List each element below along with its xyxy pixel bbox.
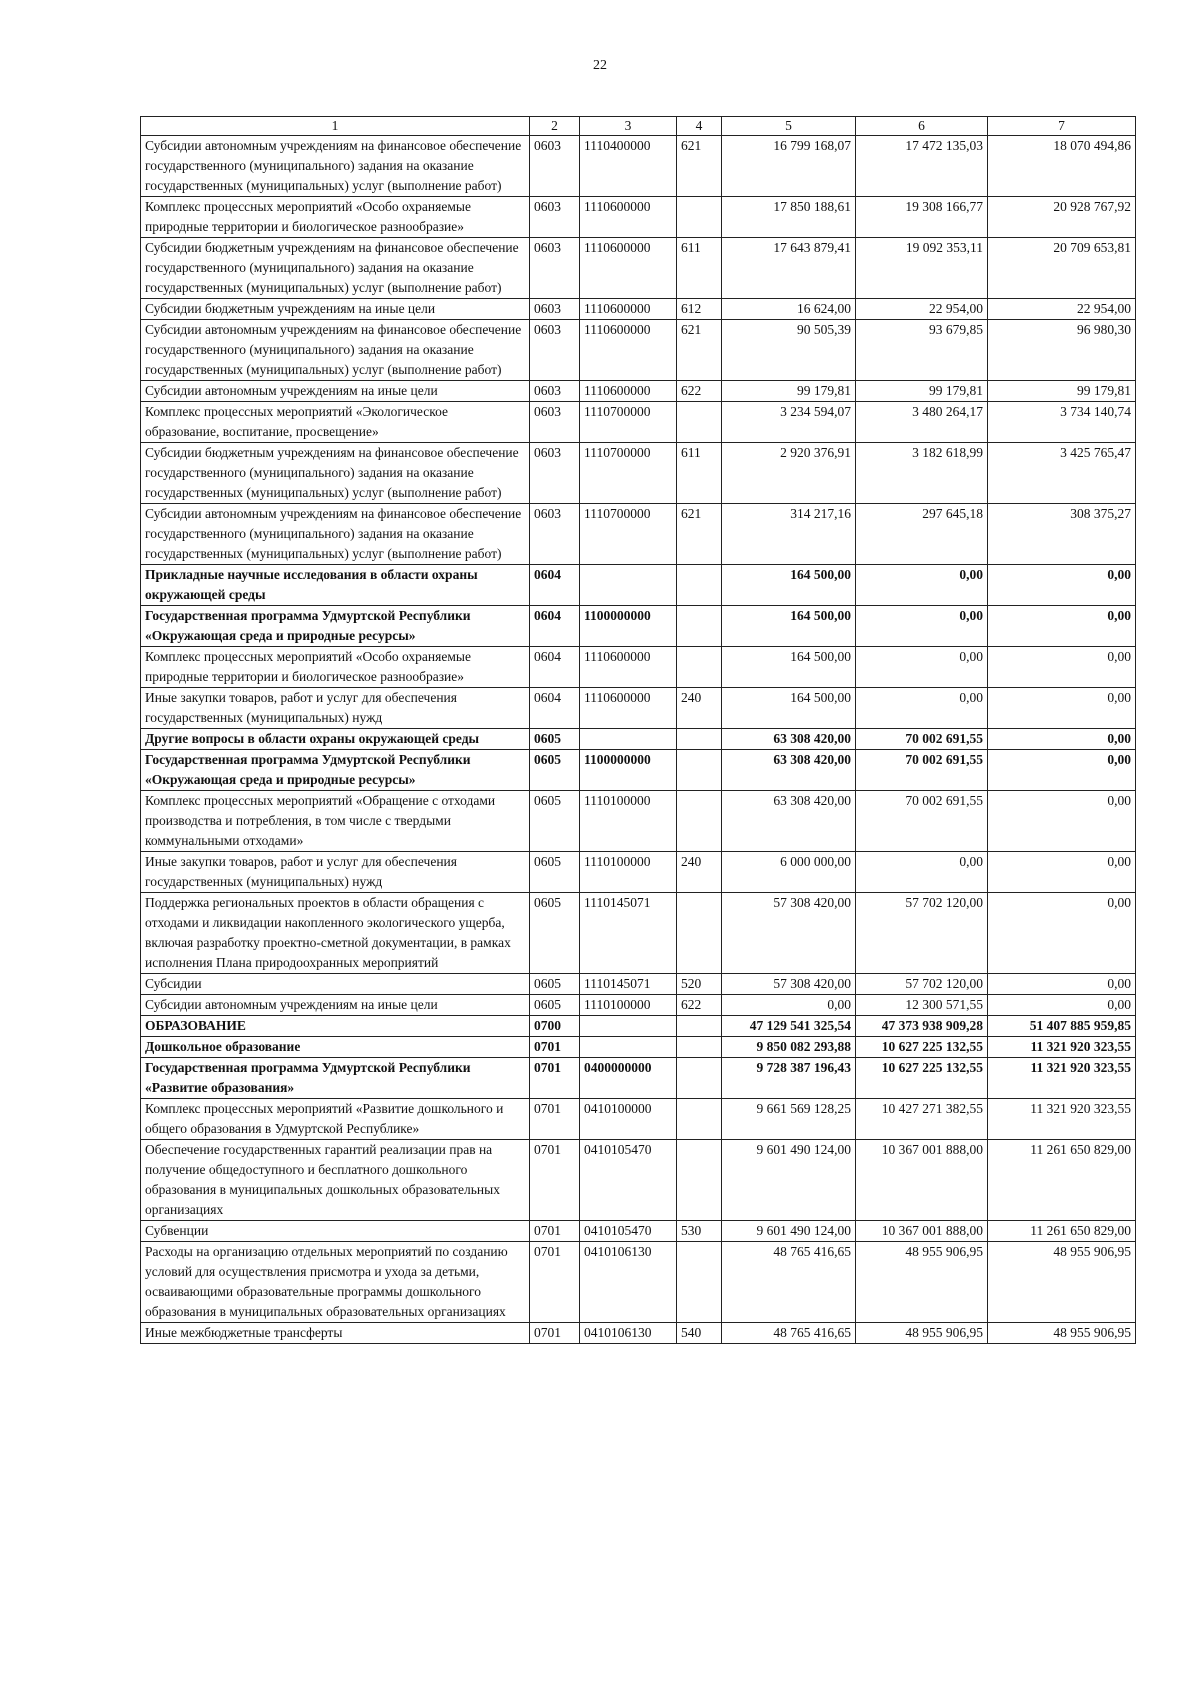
section-code-cell: 0605	[530, 893, 580, 974]
row-name-cell: Иные закупки товаров, работ и услуг для обеспечения государственных (муниципальных) нужд	[141, 852, 530, 893]
amount-year1-cell: 48 765 416,65	[722, 1242, 856, 1323]
amount-year2-cell: 70 002 691,55	[856, 729, 988, 750]
amount-year3-cell: 308 375,27	[988, 504, 1136, 565]
table-row	[141, 893, 1136, 974]
amount-year2-cell: 48 955 906,95	[856, 1242, 988, 1323]
amount-year1-cell: 17 850 188,61	[722, 197, 856, 238]
row-name-cell: Комплекс процессных мероприятий «Экологическое образование, воспитание, просвещение»	[141, 402, 530, 443]
amount-year1-cell: 16 799 168,07	[722, 136, 856, 197]
section-code-cell: 0701	[530, 1037, 580, 1058]
row-name-cell: Прикладные научные исследования в области охраны окружающей среды	[141, 565, 530, 606]
section-code-cell: 0603	[530, 381, 580, 402]
section-code-cell: 0701	[530, 1221, 580, 1242]
target-article-cell: 1110100000	[580, 852, 677, 893]
amount-year3-cell: 22 954,00	[988, 299, 1136, 320]
expense-type-cell	[677, 729, 722, 750]
amount-year2-cell: 0,00	[856, 647, 988, 688]
expense-type-cell	[677, 750, 722, 791]
amount-year2-cell: 10 627 225 132,55	[856, 1037, 988, 1058]
target-article-cell: 1110145071	[580, 974, 677, 995]
amount-year1-cell: 164 500,00	[722, 606, 856, 647]
section-code-cell: 0603	[530, 299, 580, 320]
row-name-cell: Субвенции	[141, 1221, 530, 1242]
table-header-row	[141, 117, 1136, 136]
table-row	[141, 238, 1136, 299]
amount-year2-cell: 22 954,00	[856, 299, 988, 320]
amount-year3-cell: 96 980,30	[988, 320, 1136, 381]
amount-year2-cell: 93 679,85	[856, 320, 988, 381]
column-header: 5	[722, 117, 856, 136]
amount-year2-cell: 297 645,18	[856, 504, 988, 565]
section-code-cell: 0603	[530, 443, 580, 504]
expense-type-cell	[677, 893, 722, 974]
expense-type-cell	[677, 1242, 722, 1323]
amount-year3-cell: 0,00	[988, 974, 1136, 995]
amount-year1-cell: 63 308 420,00	[722, 791, 856, 852]
table-row	[141, 197, 1136, 238]
amount-year3-cell: 3 734 140,74	[988, 402, 1136, 443]
target-article-cell	[580, 1037, 677, 1058]
table-row	[141, 688, 1136, 729]
amount-year1-cell: 16 624,00	[722, 299, 856, 320]
column-header: 1	[141, 117, 530, 136]
amount-year1-cell: 99 179,81	[722, 381, 856, 402]
amount-year2-cell: 10 427 271 382,55	[856, 1099, 988, 1140]
expense-type-cell: 621	[677, 504, 722, 565]
amount-year3-cell: 11 321 920 323,55	[988, 1037, 1136, 1058]
row-name-cell: Государственная программа Удмуртской Республики «Развитие образования»	[141, 1058, 530, 1099]
row-name-cell: ОБРАЗОВАНИЕ	[141, 1016, 530, 1037]
section-code-cell: 0605	[530, 750, 580, 791]
amount-year3-cell: 0,00	[988, 893, 1136, 974]
budget-table	[140, 116, 1136, 1344]
row-name-cell: Комплекс процессных мероприятий «Развитие дошкольного и общего образования в Удмуртской Республике»	[141, 1099, 530, 1140]
amount-year2-cell: 48 955 906,95	[856, 1323, 988, 1344]
amount-year1-cell: 2 920 376,91	[722, 443, 856, 504]
target-article-cell: 1110700000	[580, 504, 677, 565]
amount-year2-cell: 10 367 001 888,00	[856, 1221, 988, 1242]
row-name-cell: Поддержка региональных проектов в области обращения с отходами и ликвидации накопленного экологического ущерба, включая разработку проектно-сметной документации, в рамках исполнения Плана природоохранных мероприятий	[141, 893, 530, 974]
amount-year1-cell: 48 765 416,65	[722, 1323, 856, 1344]
column-header: 4	[677, 117, 722, 136]
expense-type-cell: 612	[677, 299, 722, 320]
column-header: 7	[988, 117, 1136, 136]
expense-type-cell: 240	[677, 688, 722, 729]
row-name-cell: Субсидии бюджетным учреждениям на иные цели	[141, 299, 530, 320]
table-row	[141, 1099, 1136, 1140]
section-code-cell: 0604	[530, 688, 580, 729]
amount-year3-cell: 0,00	[988, 729, 1136, 750]
column-header: 6	[856, 117, 988, 136]
amount-year3-cell: 3 425 765,47	[988, 443, 1136, 504]
amount-year2-cell: 3 480 264,17	[856, 402, 988, 443]
table-row	[141, 995, 1136, 1016]
expense-type-cell	[677, 565, 722, 606]
target-article-cell: 1110600000	[580, 688, 677, 729]
row-name-cell: Субсидии автономным учреждениям на иные цели	[141, 381, 530, 402]
target-article-cell: 1110700000	[580, 443, 677, 504]
target-article-cell: 0410105470	[580, 1140, 677, 1221]
table-row	[141, 1140, 1136, 1221]
section-code-cell: 0701	[530, 1058, 580, 1099]
expense-type-cell	[677, 791, 722, 852]
expense-type-cell: 540	[677, 1323, 722, 1344]
table-row	[141, 443, 1136, 504]
section-code-cell: 0605	[530, 995, 580, 1016]
row-name-cell: Субсидии автономным учреждениям на финансовое обеспечение государственного (муниципального) задания на оказание государственных (муниципальных) услуг (выполнение работ)	[141, 136, 530, 197]
amount-year1-cell: 164 500,00	[722, 565, 856, 606]
amount-year2-cell: 3 182 618,99	[856, 443, 988, 504]
row-name-cell: Расходы на организацию отдельных мероприятий по созданию условий для осуществления присмотра и ухода за детьми, осваивающими образовательные программы дошкольного образования в муниципальных образовательных организациях	[141, 1242, 530, 1323]
target-article-cell	[580, 1016, 677, 1037]
table-row	[141, 381, 1136, 402]
amount-year3-cell: 51 407 885 959,85	[988, 1016, 1136, 1037]
amount-year1-cell: 90 505,39	[722, 320, 856, 381]
amount-year1-cell: 17 643 879,41	[722, 238, 856, 299]
amount-year1-cell: 9 728 387 196,43	[722, 1058, 856, 1099]
section-code-cell: 0604	[530, 606, 580, 647]
amount-year3-cell: 48 955 906,95	[988, 1323, 1136, 1344]
target-article-cell: 1110100000	[580, 995, 677, 1016]
amount-year3-cell: 18 070 494,86	[988, 136, 1136, 197]
amount-year2-cell: 99 179,81	[856, 381, 988, 402]
section-code-cell: 0604	[530, 565, 580, 606]
amount-year2-cell: 0,00	[856, 606, 988, 647]
amount-year2-cell: 10 627 225 132,55	[856, 1058, 988, 1099]
amount-year2-cell: 19 308 166,77	[856, 197, 988, 238]
expense-type-cell: 622	[677, 995, 722, 1016]
row-name-cell: Субсидии бюджетным учреждениям на финансовое обеспечение государственного (муниципального) задания на оказание государственных (муниципальных) услуг (выполнение работ)	[141, 238, 530, 299]
amount-year2-cell: 0,00	[856, 852, 988, 893]
table-row	[141, 1058, 1136, 1099]
row-name-cell: Субсидии	[141, 974, 530, 995]
expense-type-cell	[677, 402, 722, 443]
expense-type-cell: 621	[677, 320, 722, 381]
table-row	[141, 750, 1136, 791]
amount-year1-cell: 9 850 082 293,88	[722, 1037, 856, 1058]
amount-year3-cell: 11 321 920 323,55	[988, 1099, 1136, 1140]
section-code-cell: 0701	[530, 1242, 580, 1323]
section-code-cell: 0701	[530, 1140, 580, 1221]
row-name-cell: Комплекс процессных мероприятий «Особо охраняемые природные территории и биологическое разнообразие»	[141, 197, 530, 238]
amount-year2-cell: 57 702 120,00	[856, 974, 988, 995]
table-row	[141, 565, 1136, 606]
row-name-cell: Субсидии автономным учреждениям на финансовое обеспечение государственного (муниципального) задания на оказание государственных (муниципальных) услуг (выполнение работ)	[141, 504, 530, 565]
expense-type-cell: 520	[677, 974, 722, 995]
expense-type-cell	[677, 606, 722, 647]
target-article-cell	[580, 565, 677, 606]
row-name-cell: Государственная программа Удмуртской Республики «Окружающая среда и природные ресурсы»	[141, 750, 530, 791]
table-row	[141, 299, 1136, 320]
target-article-cell: 1110700000	[580, 402, 677, 443]
expense-type-cell: 240	[677, 852, 722, 893]
section-code-cell: 0701	[530, 1323, 580, 1344]
table-row	[141, 1221, 1136, 1242]
target-article-cell: 1100000000	[580, 606, 677, 647]
amount-year3-cell: 0,00	[988, 688, 1136, 729]
expense-type-cell	[677, 1058, 722, 1099]
table-row	[141, 402, 1136, 443]
page-number: 22	[593, 58, 607, 73]
table-row	[141, 1037, 1136, 1058]
amount-year1-cell: 9 601 490 124,00	[722, 1140, 856, 1221]
amount-year2-cell: 17 472 135,03	[856, 136, 988, 197]
amount-year1-cell: 63 308 420,00	[722, 729, 856, 750]
row-name-cell: Другие вопросы в области охраны окружающей среды	[141, 729, 530, 750]
expense-type-cell	[677, 1099, 722, 1140]
target-article-cell: 1110600000	[580, 320, 677, 381]
row-name-cell: Иные межбюджетные трансферты	[141, 1323, 530, 1344]
amount-year3-cell: 0,00	[988, 995, 1136, 1016]
target-article-cell: 1110400000	[580, 136, 677, 197]
amount-year3-cell: 0,00	[988, 852, 1136, 893]
target-article-cell: 1110100000	[580, 791, 677, 852]
column-header: 3	[580, 117, 677, 136]
amount-year3-cell: 20 928 767,92	[988, 197, 1136, 238]
amount-year3-cell: 0,00	[988, 606, 1136, 647]
table-row	[141, 729, 1136, 750]
table-row	[141, 1323, 1136, 1344]
expense-type-cell	[677, 1140, 722, 1221]
amount-year3-cell: 48 955 906,95	[988, 1242, 1136, 1323]
section-code-cell: 0604	[530, 647, 580, 688]
expense-type-cell	[677, 647, 722, 688]
table-row	[141, 606, 1136, 647]
amount-year2-cell: 0,00	[856, 565, 988, 606]
section-code-cell: 0701	[530, 1099, 580, 1140]
amount-year3-cell: 0,00	[988, 565, 1136, 606]
section-code-cell: 0605	[530, 974, 580, 995]
table-row	[141, 974, 1136, 995]
target-article-cell: 1100000000	[580, 750, 677, 791]
table-row	[141, 136, 1136, 197]
section-code-cell: 0603	[530, 197, 580, 238]
amount-year2-cell: 0,00	[856, 688, 988, 729]
amount-year1-cell: 0,00	[722, 995, 856, 1016]
column-header: 2	[530, 117, 580, 136]
amount-year3-cell: 0,00	[988, 791, 1136, 852]
expense-type-cell	[677, 1037, 722, 1058]
section-code-cell: 0605	[530, 791, 580, 852]
table-row	[141, 791, 1136, 852]
row-name-cell: Субсидии автономным учреждениям на финансовое обеспечение государственного (муниципального) задания на оказание государственных (муниципальных) услуг (выполнение работ)	[141, 320, 530, 381]
amount-year1-cell: 9 661 569 128,25	[722, 1099, 856, 1140]
row-name-cell: Комплекс процессных мероприятий «Особо охраняемые природные территории и биологическое разнообразие»	[141, 647, 530, 688]
amount-year2-cell: 19 092 353,11	[856, 238, 988, 299]
target-article-cell: 0410100000	[580, 1099, 677, 1140]
amount-year1-cell: 9 601 490 124,00	[722, 1221, 856, 1242]
section-code-cell: 0603	[530, 136, 580, 197]
row-name-cell: Комплекс процессных мероприятий «Обращение с отходами производства и потребления, в том числе с твердыми коммунальными отходами»	[141, 791, 530, 852]
amount-year3-cell: 99 179,81	[988, 381, 1136, 402]
amount-year1-cell: 314 217,16	[722, 504, 856, 565]
amount-year2-cell: 10 367 001 888,00	[856, 1140, 988, 1221]
table-row	[141, 504, 1136, 565]
target-article-cell: 1110600000	[580, 647, 677, 688]
expense-type-cell: 611	[677, 443, 722, 504]
expense-type-cell: 611	[677, 238, 722, 299]
section-code-cell: 0603	[530, 238, 580, 299]
table-body	[141, 136, 1136, 1344]
row-name-cell: Субсидии бюджетным учреждениям на финансовое обеспечение государственного (муниципального) задания на оказание государственных (муниципальных) услуг (выполнение работ)	[141, 443, 530, 504]
target-article-cell: 1110600000	[580, 381, 677, 402]
target-article-cell: 0400000000	[580, 1058, 677, 1099]
expense-type-cell: 622	[677, 381, 722, 402]
amount-year2-cell: 70 002 691,55	[856, 791, 988, 852]
target-article-cell: 1110145071	[580, 893, 677, 974]
section-code-cell: 0603	[530, 504, 580, 565]
row-name-cell: Государственная программа Удмуртской Республики «Окружающая среда и природные ресурсы»	[141, 606, 530, 647]
table-row	[141, 320, 1136, 381]
target-article-cell: 1110600000	[580, 197, 677, 238]
amount-year1-cell: 57 308 420,00	[722, 893, 856, 974]
section-code-cell: 0603	[530, 402, 580, 443]
expense-type-cell: 621	[677, 136, 722, 197]
section-code-cell: 0605	[530, 852, 580, 893]
amount-year3-cell: 0,00	[988, 647, 1136, 688]
amount-year3-cell: 11 261 650 829,00	[988, 1221, 1136, 1242]
amount-year1-cell: 57 308 420,00	[722, 974, 856, 995]
row-name-cell: Субсидии автономным учреждениям на иные цели	[141, 995, 530, 1016]
amount-year2-cell: 70 002 691,55	[856, 750, 988, 791]
target-article-cell: 0410106130	[580, 1323, 677, 1344]
amount-year3-cell: 11 261 650 829,00	[988, 1140, 1136, 1221]
target-article-cell: 0410105470	[580, 1221, 677, 1242]
target-article-cell: 1110600000	[580, 238, 677, 299]
target-article-cell: 0410106130	[580, 1242, 677, 1323]
section-code-cell: 0605	[530, 729, 580, 750]
section-code-cell: 0700	[530, 1016, 580, 1037]
amount-year3-cell: 20 709 653,81	[988, 238, 1136, 299]
table-row	[141, 647, 1136, 688]
row-name-cell: Иные закупки товаров, работ и услуг для обеспечения государственных (муниципальных) нужд	[141, 688, 530, 729]
amount-year2-cell: 47 373 938 909,28	[856, 1016, 988, 1037]
amount-year1-cell: 63 308 420,00	[722, 750, 856, 791]
amount-year1-cell: 47 129 541 325,54	[722, 1016, 856, 1037]
table-row	[141, 852, 1136, 893]
expense-type-cell	[677, 1016, 722, 1037]
amount-year2-cell: 57 702 120,00	[856, 893, 988, 974]
target-article-cell	[580, 729, 677, 750]
amount-year1-cell: 164 500,00	[722, 688, 856, 729]
target-article-cell: 1110600000	[580, 299, 677, 320]
table-row	[141, 1016, 1136, 1037]
expense-type-cell	[677, 197, 722, 238]
row-name-cell: Дошкольное образование	[141, 1037, 530, 1058]
amount-year2-cell: 12 300 571,55	[856, 995, 988, 1016]
expense-type-cell: 530	[677, 1221, 722, 1242]
amount-year3-cell: 0,00	[988, 750, 1136, 791]
amount-year1-cell: 3 234 594,07	[722, 402, 856, 443]
amount-year1-cell: 6 000 000,00	[722, 852, 856, 893]
row-name-cell: Обеспечение государственных гарантий реализации прав на получение общедоступного и бесплатного дошкольного образования в муниципальных дошкольных образовательных организациях	[141, 1140, 530, 1221]
table-row	[141, 1242, 1136, 1323]
amount-year3-cell: 11 321 920 323,55	[988, 1058, 1136, 1099]
section-code-cell: 0603	[530, 320, 580, 381]
amount-year1-cell: 164 500,00	[722, 647, 856, 688]
